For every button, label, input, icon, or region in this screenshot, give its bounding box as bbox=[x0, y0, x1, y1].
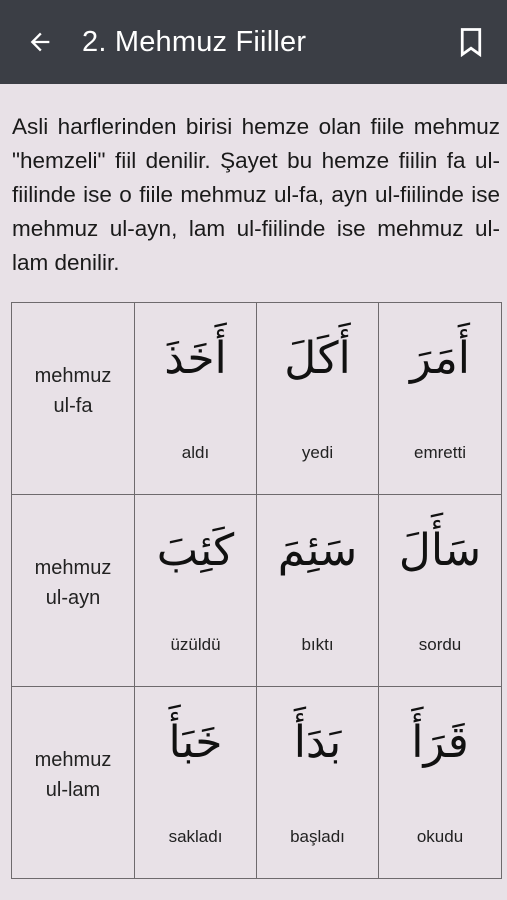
row-label: mehmuz ul-fa bbox=[34, 364, 112, 417]
verb-cell bbox=[379, 687, 502, 879]
verb-meaning: üzüldü bbox=[170, 635, 221, 654]
arabic-verb: كَئِبَ bbox=[156, 525, 235, 576]
verb-cell bbox=[135, 303, 257, 495]
verb-cell bbox=[257, 303, 379, 495]
verb-cell bbox=[257, 687, 379, 879]
row-label: mehmuz ul-lam bbox=[34, 748, 112, 801]
table-row bbox=[12, 495, 502, 687]
verb-meaning: aldı bbox=[181, 443, 210, 462]
page-title: 2. Mehmuz Fiiller bbox=[82, 25, 307, 58]
row-label: mehmuz ul-ayn bbox=[34, 556, 112, 609]
arabic-verb: أَخَذَ bbox=[164, 333, 227, 384]
arabic-verb: قَرَأَ bbox=[411, 717, 469, 768]
verb-cell bbox=[379, 495, 502, 687]
verb-cell bbox=[257, 495, 379, 687]
app-bar bbox=[0, 0, 507, 84]
verb-cell bbox=[379, 303, 502, 495]
table-row bbox=[12, 687, 502, 879]
arabic-verb: سَأَلَ bbox=[398, 525, 482, 576]
verb-meaning: yedi bbox=[301, 443, 334, 462]
arabic-verb: بَدَأَ bbox=[293, 717, 342, 768]
verb-cell bbox=[135, 495, 257, 687]
arabic-verb: أَمَرَ bbox=[409, 333, 471, 384]
row-label-cell bbox=[12, 495, 135, 687]
arrow-left-icon bbox=[26, 28, 54, 56]
back-button[interactable] bbox=[14, 16, 66, 68]
verb-meaning: sakladı bbox=[168, 827, 223, 846]
arabic-verb: خَبَأَ bbox=[168, 717, 223, 768]
content-area bbox=[0, 84, 507, 900]
arabic-verb: سَئِمَ bbox=[277, 525, 358, 576]
verb-meaning: okudu bbox=[416, 827, 464, 846]
verb-meaning: emretti bbox=[414, 443, 466, 462]
arabic-verb: أَكَلَ bbox=[284, 333, 351, 384]
verb-meaning: başladı bbox=[290, 827, 345, 846]
verb-cell bbox=[135, 687, 257, 879]
row-label-cell bbox=[12, 687, 135, 879]
verb-meaning: bıktı bbox=[301, 635, 334, 654]
table-row bbox=[12, 303, 502, 495]
intro-paragraph: Asli harflerinden birisi hemze olan fiile mehmuz "hemzeli" fiil denilir. Şayet bu hemze fiilin fa ul-fiilinde ise o fiile mehmuz ul-fa, ayn ul-fiilinde ise mehmuz ul-ayn, lam ul-fiilinde ise mehmuz ul-lam denilir. bbox=[12, 114, 500, 275]
verb-meaning: sordu bbox=[418, 635, 462, 654]
bookmark-button[interactable] bbox=[445, 16, 497, 68]
row-label-cell bbox=[12, 303, 135, 495]
bookmark-icon bbox=[458, 27, 484, 57]
verb-table bbox=[11, 302, 502, 879]
